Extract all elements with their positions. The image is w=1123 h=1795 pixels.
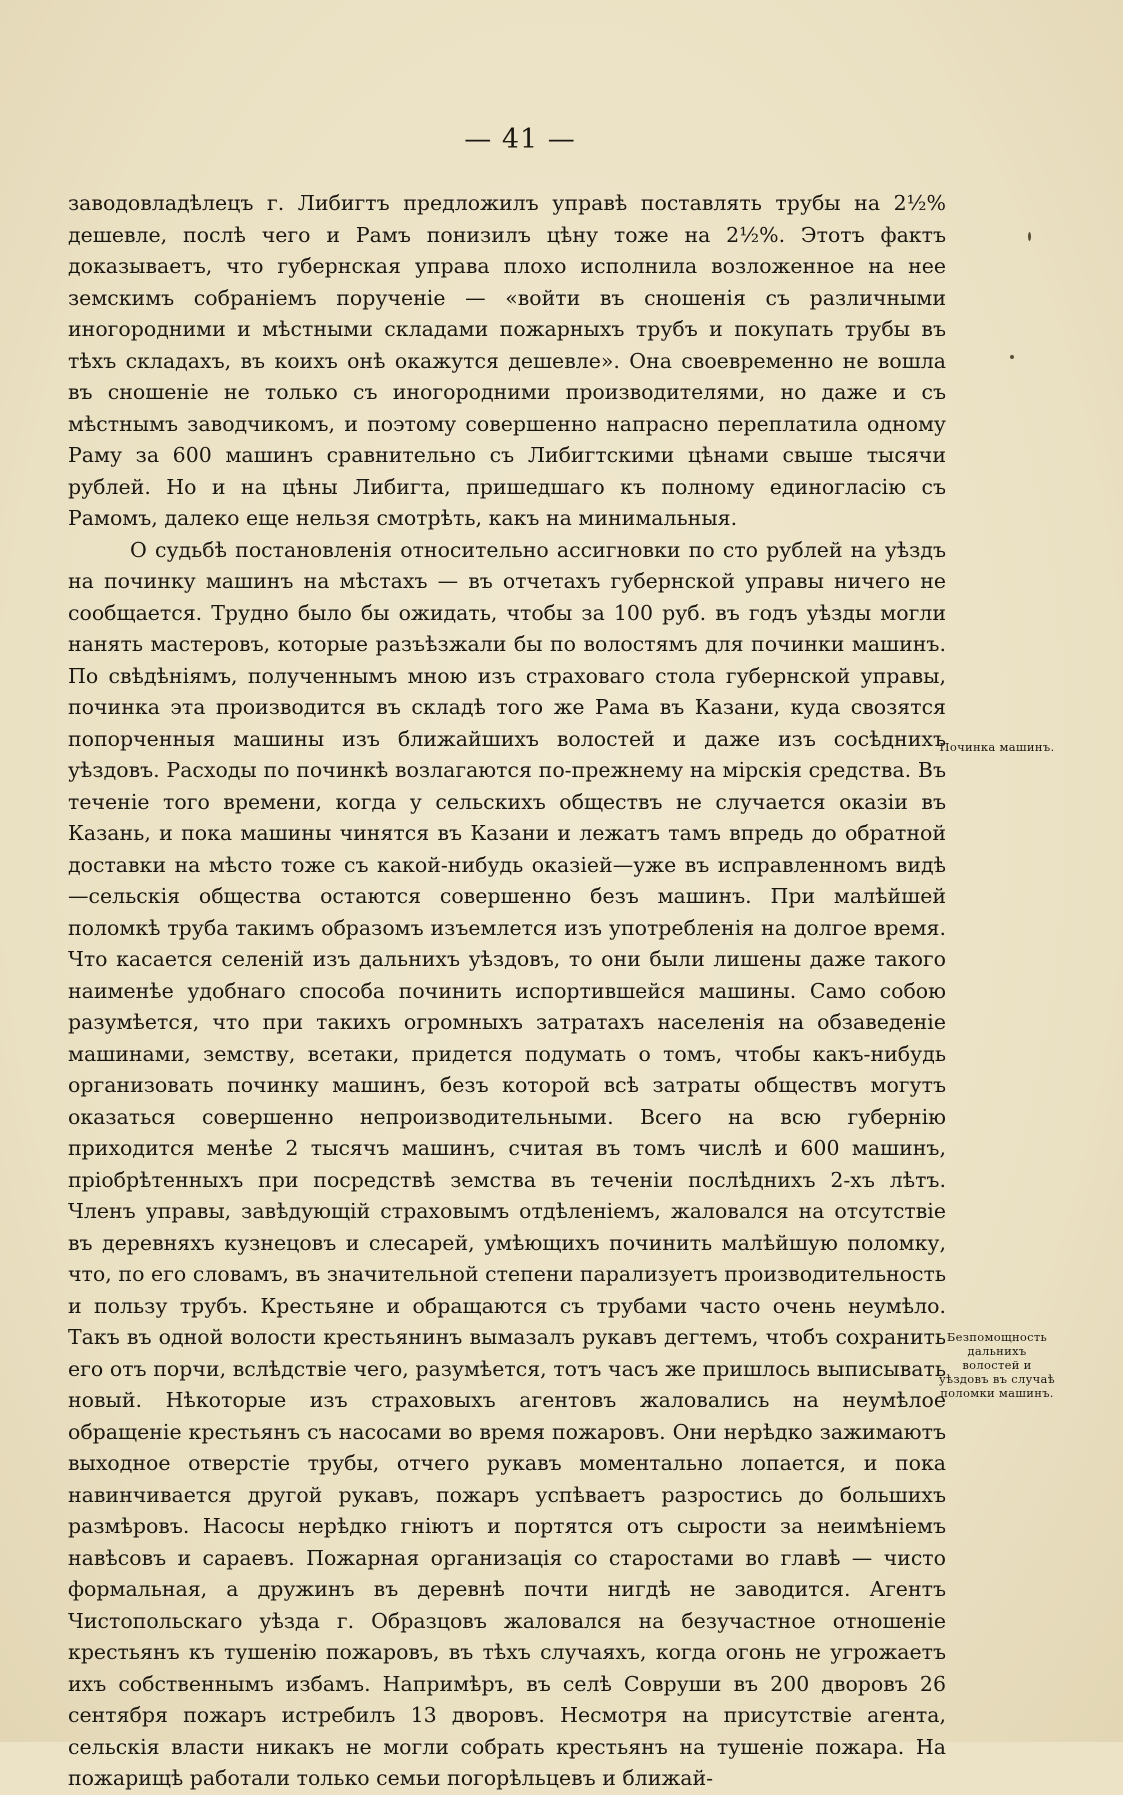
ink-speck bbox=[1010, 355, 1014, 359]
marginal-note-repair: Починка машинъ. bbox=[939, 740, 1055, 754]
paragraph-1: заводовладѣлецъ г. Либигтъ предложилъ управѣ поставлять трубы на 2½% дешевле, послѣ чего и Рамъ понизилъ цѣну тоже на 2½%. Этотъ фактъ доказываетъ, что губернская управа плохо исполнила возложенное на нее земскимъ собраніемъ порученіе — «войти въ сношенія съ различными иногородними и мѣстными складами пожарныхъ трубъ и покупать трубы въ тѣхъ складахъ, въ коихъ онѣ окажутся дешевле». Она своевременно не вошла въ сношеніе не только съ иногородними производителями, но даже и съ мѣстнымъ заводчикомъ, и поэтому совершенно напрасно переплатила одному Раму за 600 машинъ сравнительно съ Либигтскими цѣнами свыше тысячи рублей. Но и на цѣны Либигта, пришедшаго къ полному единогласію съ Рамомъ, далеко еще нельзя смотрѣть, какъ на минимальныя. bbox=[68, 191, 946, 530]
marginal-note-helplessness: Безпомощность дальнихъ волостей и уѣздовъ въ случаѣ поломки машинъ. bbox=[939, 1330, 1055, 1400]
body-text bbox=[68, 188, 946, 1795]
ink-speck bbox=[1028, 232, 1031, 241]
page-number: — 41 — bbox=[464, 124, 576, 155]
paragraph-2: О судьбѣ постановленія относительно ассигновки по сто рублей на уѣздъ на починку машинъ на мѣстахъ — въ отчетахъ губернской управы ничего не сообщается. Трудно было бы ожидать, чтобы за 100 руб. въ годъ уѣзды могли нанять мастеровъ, которые разъѣзжали бы по волостямъ для починки машинъ. По свѣдѣніямъ, полученнымъ мною изъ страховаго стола губернской управы, починка эта производится въ складѣ того же Рама въ Казани, куда свозятся попорченныя машины изъ ближайшихъ волостей и даже изъ сосѣднихъ уѣздовъ. Расходы по починкѣ возлагаются по-прежнему на мірскія средства. Въ теченіе того времени, когда у сельскихъ обществъ не случается оказіи въ Казань, и пока машины чинятся въ Казани и лежатъ тамъ впредь до обратной доставки на мѣсто тоже съ какой-нибудь оказіей—уже въ исправленномъ видѣ—сельскія общества остаются совершенно безъ машинъ. При малѣйшей поломкѣ труба такимъ образомъ изъемлется изъ употребленія на долгое время. Что касается селеній изъ дальнихъ уѣздовъ, то они были лишены даже такого наименѣе удобнаго способа починить испортившейся машины. Само собою разумѣется, что при такихъ огромныхъ затратахъ населенія на обзаведеніе машинами, земству, всетаки, придется подумать о томъ, чтобы какъ-нибудь организовать починку машинъ, безъ которой всѣ затраты обществъ могутъ оказаться совершенно непроизводительными. Всего на всю губернію приходится менѣе 2 тысячъ машинъ, считая въ томъ числѣ и 600 машинъ, пріобрѣтенныхъ при посредствѣ земства въ теченіи послѣднихъ 2-хъ лѣтъ. Членъ управы, завѣдующій страховымъ отдѣленіемъ, жаловался на отсутствіе въ деревняхъ кузнецовъ и слесарей, умѣющихъ починить малѣйшую поломку, что, по его словамъ, въ значительной степени парализуетъ производительность и пользу трубъ. Крестьяне и обращаются съ трубами часто очень неумѣло. Такъ въ одной волости крестьянинъ вымазалъ рукавъ дегтемъ, чтобъ сохранить его отъ порчи, вслѣдствіе чего, разумѣется, тотъ часъ же пришлось выписывать новый. Нѣкоторые изъ страховыхъ агентовъ жаловались на неумѣлое обращеніе крестьянъ съ насосами во время пожаровъ. Они нерѣдко зажимаютъ выходное отверстіе трубы, отчего рукавъ моментально лопается, и пока навинчивается другой рукавъ, пожаръ успѣваетъ разростись до большихъ размѣровъ. Насосы нерѣдко гніютъ и портятся отъ сырости за неимѣніемъ навѣсовъ и сараевъ. Пожарная организація со старостами во главѣ — чисто формальная, а дружинъ въ деревнѣ почти нигдѣ не заводится. Агентъ Чистопольскаго уѣзда г. Образцовъ жаловался на безучастное отношеніе крестьянъ къ тушенію пожаровъ, въ тѣхъ случаяхъ, когда огонь не угрожаетъ ихъ собственнымъ избамъ. Напримѣръ, въ селѣ Совруши въ 200 дворовъ 26 сентября пожаръ истребилъ 13 дворовъ. Несмотря на присутствіе агента, сельскія власти никакъ не могли собрать крестьянъ на тушеніе пожара. На пожарищѣ работали только семьи погорѣльцевъ и ближай- bbox=[68, 537, 946, 1790]
